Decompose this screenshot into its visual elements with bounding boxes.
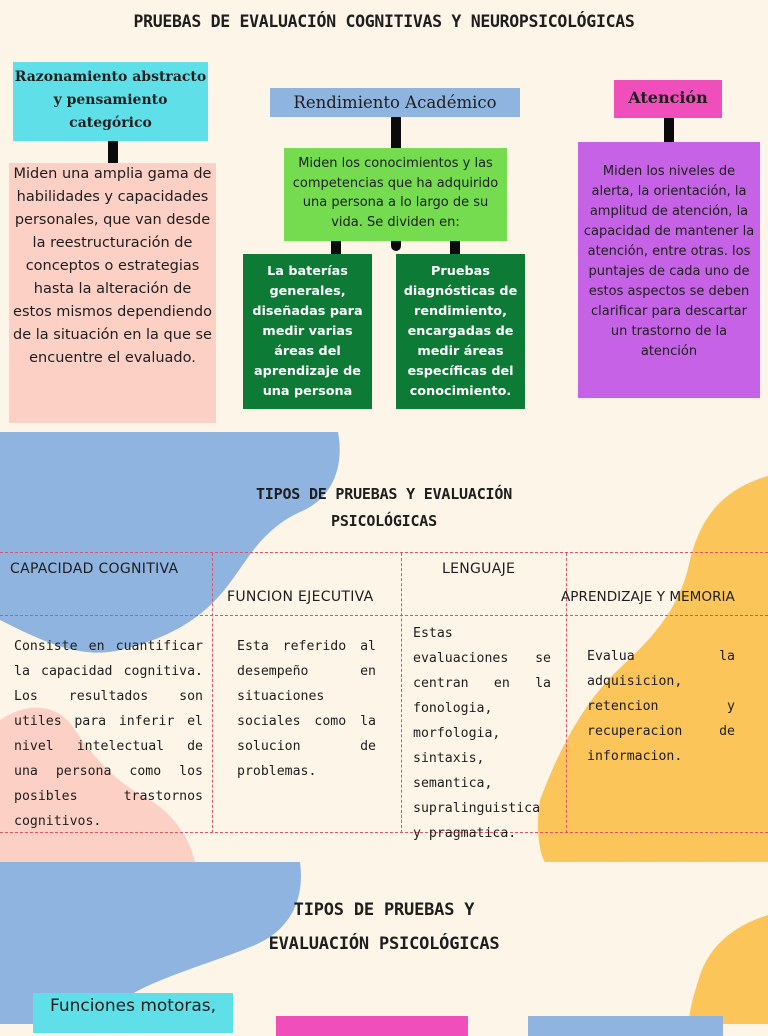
header-lenguaje: LENGUAJE	[442, 561, 516, 577]
baterias-box: La baterías generales, diseñadas para medir varias áreas del aprendizaje de una persona	[243, 254, 372, 409]
table-divider-2	[401, 553, 402, 833]
table-top-border	[0, 552, 768, 553]
table-section-title	[134, 481, 634, 535]
rendimiento-box: Rendimiento Académico	[270, 88, 520, 117]
bottom-magenta-box	[276, 1016, 468, 1036]
bottom-section-title	[134, 893, 634, 961]
bottom-section-title-line2: EVALUACIÓN PSICOLÓGICAS	[268, 934, 500, 954]
header-aprendizaje-memoria: APRENDIZAJE Y MEMORIA	[561, 589, 735, 605]
yellow-blob-bottom-shape	[689, 915, 768, 1024]
razonamiento-box: Razonamiento abstracto y pensamiento categórico	[13, 62, 208, 141]
razonamiento-description: Miden una amplia gama de habilidades y capacidades personales, que van desde la reestructuración de conceptos o estrategias hasta la alteración de estos mismos dependiendo de la situación en la que se encuentre el evaluado.	[9, 163, 216, 423]
connector-baterias	[331, 241, 341, 254]
bottom-blue-box	[528, 1016, 723, 1036]
bottom-section-title-line1: TIPOS DE PRUEBAS Y	[293, 900, 475, 920]
connector-split	[391, 241, 401, 251]
table-header-border	[0, 615, 768, 616]
cell-funcion-ejecutiva: Esta referido al desempeño en situaciones sociales como la solucion de problemas.	[237, 639, 376, 779]
table-section-title-line1: TIPOS DE PRUEBAS Y EVALUACIÓN	[255, 485, 513, 503]
rendimiento-description: Miden los conocimientos y las competencias que ha adquirido una persona a lo largo de su vida. Se dividen en:	[284, 148, 507, 241]
funciones-motoras-box: Funciones motoras,	[33, 993, 233, 1033]
atencion-description: Miden los niveles de alerta, la orientación, la amplitud de atención, la capacidad de mantener la atención, entre otras. los puntajes de cada uno de estos aspectos se deben clarificar para descartar un trastorno de la atención	[578, 142, 760, 398]
cell-lenguaje: Estas evaluaciones se centran en la fonologia, morfologia, sintaxis, semantica, supralinguistica y pragmatica.	[413, 626, 551, 841]
header-funcion-ejecutiva: FUNCION EJECUTIVA	[227, 589, 374, 605]
table-divider-1	[212, 553, 213, 833]
atencion-box: Atención	[614, 80, 722, 118]
connector-rendimiento	[391, 117, 401, 148]
connector-razonamiento	[108, 141, 118, 163]
table-section-title-line2: PSICOLÓGICAS	[331, 512, 437, 530]
cell-capacidad-cognitiva: Consiste en cuantificar la capacidad cognitiva. Los resultados son utiles para inferir el nivel intelectual de una persona como los posibles trastornos cognitivos.	[14, 639, 203, 829]
diagnosticas-box: Pruebas diagnósticas de rendimiento, encargadas de medir áreas específicas del conocimiento.	[396, 254, 525, 409]
header-capacidad-cognitiva: CAPACIDAD COGNITIVA	[10, 561, 179, 577]
connector-atencion	[664, 118, 674, 142]
blue-blob-shape	[0, 432, 340, 653]
cell-aprendizaje-memoria: Evalua la adquisicion, retencion y recuperacion de informacion.	[587, 649, 735, 764]
connector-diagnosticas	[450, 241, 460, 254]
page-title: PRUEBAS DE EVALUACIÓN COGNITIVAS Y NEUROPSICOLÓGICAS	[133, 12, 635, 31]
